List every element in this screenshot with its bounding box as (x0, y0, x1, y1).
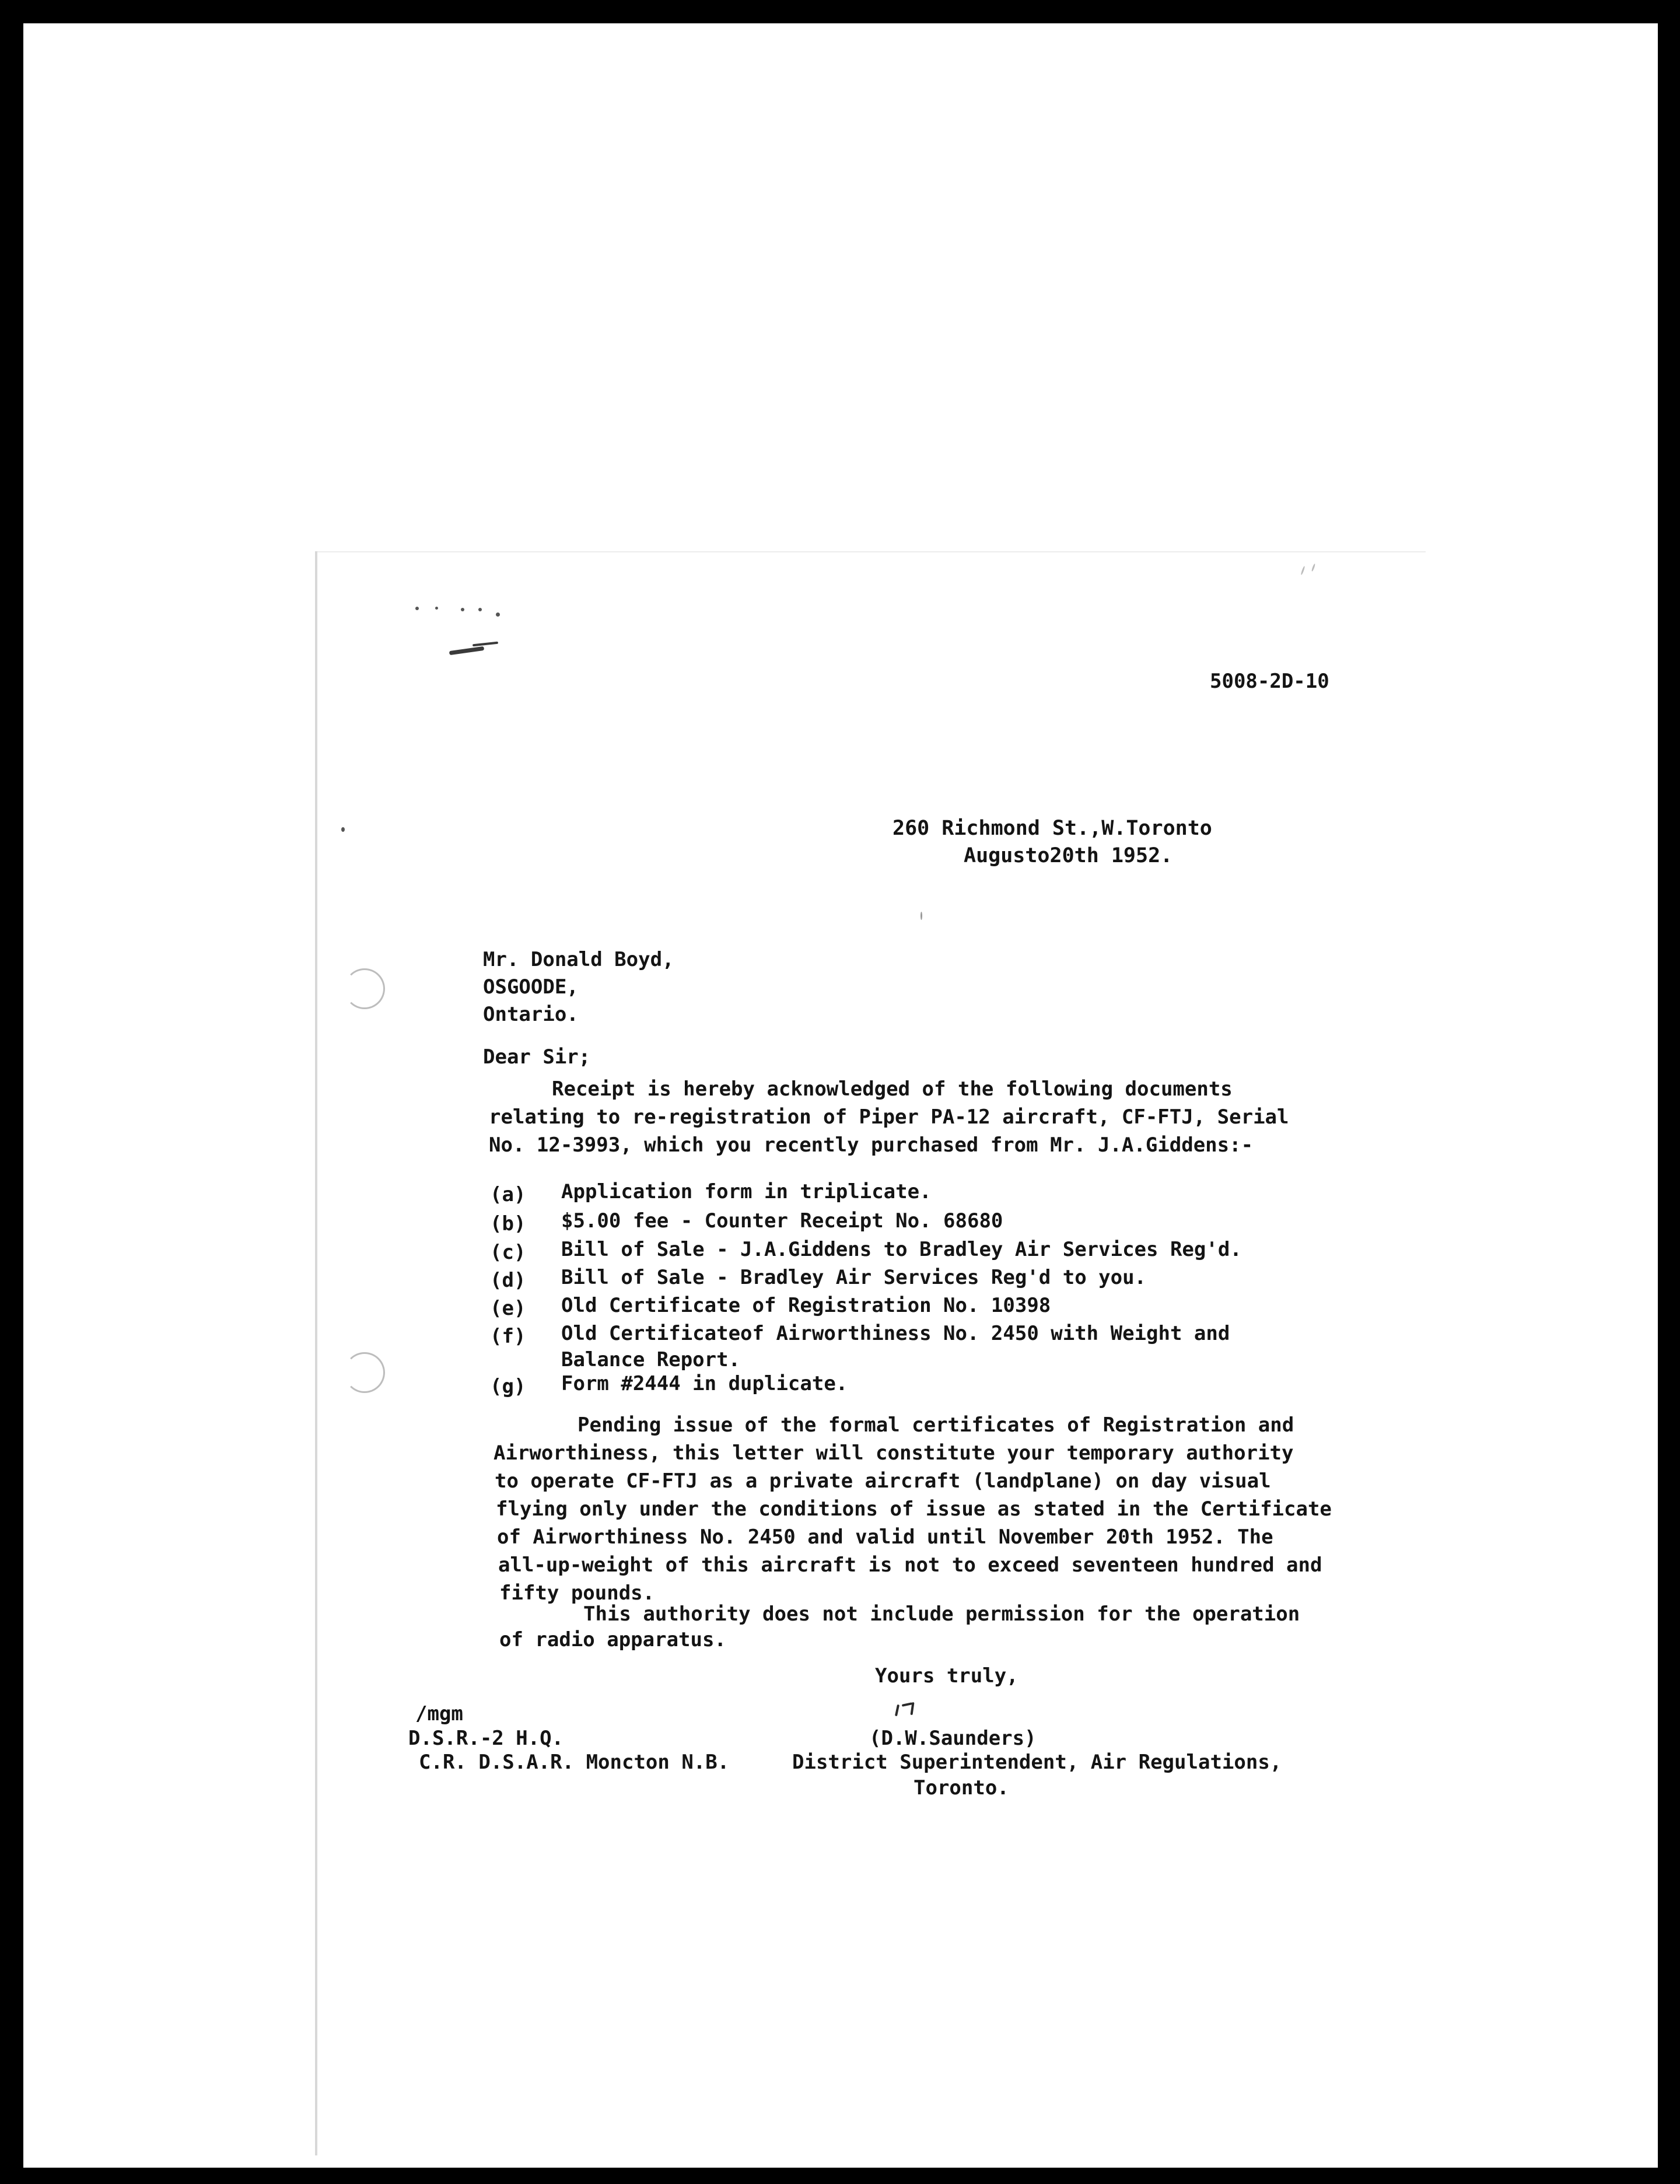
recipient-town: OSGOODE, (483, 975, 579, 999)
list-item-letter: (b) (490, 1212, 526, 1236)
scan-speck (341, 827, 345, 832)
closing: Yours truly, (875, 1664, 1019, 1688)
scan-speck (1300, 566, 1305, 575)
paragraph-2-line: fifty pounds. (499, 1581, 655, 1605)
paragraph-2-line: flying only under the conditions of issue as stated in the Certificate (496, 1497, 1332, 1521)
scan-border-right (1658, 0, 1680, 2184)
list-item-letter: (f) (490, 1325, 526, 1348)
scan-mark (449, 646, 484, 655)
signatory-city: Toronto. (914, 1776, 1009, 1800)
signatory-title: District Superintendent, Air Regulations, (792, 1751, 1282, 1774)
list-item: Old Certificateof Airworthiness No. 2450 with Weight and (561, 1322, 1230, 1345)
punch-hole (344, 968, 385, 1009)
scan-speck (496, 612, 500, 617)
paragraph-2-line: all-up-weight of this aircraft is not to exceed seventeen hundred and (498, 1553, 1322, 1577)
signature-mark (895, 1704, 900, 1716)
paragraph-1-line: Receipt is hereby acknowledged of the following documents (552, 1077, 1233, 1101)
recipient-name: Mr. Donald Boyd, (483, 948, 674, 971)
scan-speck (478, 608, 482, 611)
inner-sheet-top-edge (317, 551, 1426, 552)
paragraph-2-line: Airworthiness, this letter will constitute your temporary authority (494, 1441, 1294, 1465)
copy-distribution: C.R. D.S.A.R. Moncton N.B. (419, 1751, 730, 1774)
list-item-letter: (e) (490, 1297, 526, 1320)
paragraph-3-line: This authority does not include permission for the operation (583, 1602, 1300, 1626)
list-item-continuation: Balance Report. (561, 1348, 741, 1371)
typist-initials: /mgm (415, 1702, 463, 1726)
scan-mark (473, 642, 498, 647)
recipient-province: Ontario. (483, 1003, 579, 1026)
list-item: Old Certificate of Registration No. 10398 (561, 1294, 1051, 1317)
letter-date: Augusto20th 1952. (964, 844, 1173, 867)
scan-border-top (0, 0, 1680, 23)
list-item: Bill of Sale - J.A.Giddens to Bradley Air Services Reg'd. (561, 1238, 1242, 1261)
paragraph-2-line: to operate CF-FTJ as a private aircraft (landplane) on day visual (495, 1469, 1271, 1493)
paragraph-3-line: of radio apparatus. (499, 1628, 726, 1651)
salutation: Dear Sir; (483, 1045, 591, 1069)
list-item: $5.00 fee - Counter Receipt No. 68680 (561, 1209, 1003, 1233)
inner-sheet-edge (315, 551, 317, 2155)
scan-border-left (0, 0, 23, 2184)
list-item-letter: (a) (490, 1183, 526, 1206)
copy-distribution: D.S.R.-2 H.Q. (408, 1727, 564, 1750)
file-reference: 5008-2D-10 (1210, 670, 1329, 693)
scan-speck (921, 912, 922, 920)
sender-address: 260 Richmond St.,W.Toronto (892, 817, 1212, 840)
scan-speck (461, 608, 464, 611)
paragraph-2-line: of Airworthiness No. 2450 and valid until November 20th 1952. The (497, 1525, 1273, 1549)
list-item: Form #2444 in duplicate. (561, 1372, 848, 1395)
list-item-letter: (g) (490, 1375, 526, 1398)
scan-border-bottom (0, 2168, 1680, 2184)
scan-speck (1311, 564, 1316, 572)
list-item-letter: (d) (490, 1269, 526, 1292)
paragraph-1-line: No. 12-3993, which you recently purchased from Mr. J.A.Giddens:- (489, 1133, 1254, 1157)
paragraph-2-line: Pending issue of the formal certificates of Registration and (578, 1413, 1294, 1437)
signatory-name: (D.W.Saunders) (869, 1727, 1037, 1750)
paragraph-1-line: relating to re-registration of Piper PA-12 aircraft, CF-FTJ, Serial (489, 1105, 1289, 1129)
list-item: Application form in triplicate. (561, 1180, 932, 1203)
scan-speck (435, 607, 438, 610)
scan-speck (415, 607, 419, 610)
punch-hole (344, 1352, 385, 1393)
list-item: Bill of Sale - Bradley Air Services Reg'd to you. (561, 1266, 1147, 1289)
list-item-letter: (c) (490, 1241, 526, 1264)
